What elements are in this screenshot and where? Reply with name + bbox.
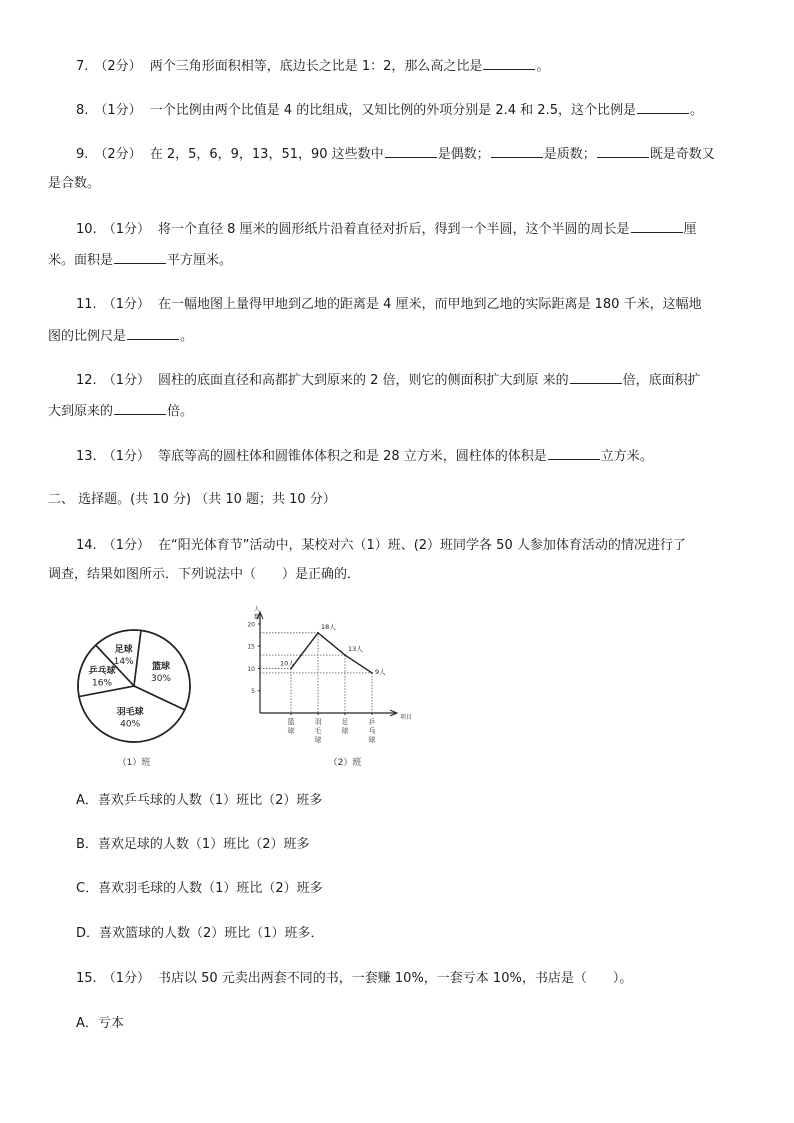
question-text: 是偶数； — [437, 147, 490, 162]
question-score: （1分） — [102, 373, 150, 388]
question-text: 立方米。 — [600, 449, 653, 464]
answer-blank[interactable] — [631, 220, 683, 233]
pie-label: 足球 — [114, 645, 133, 656]
data-label: 18人 — [321, 622, 336, 631]
question-number: 10. — [76, 222, 97, 237]
section-heading: 二、 选择题。(共 10 分) （共 10 题；共 10 分） — [48, 492, 336, 507]
x-axis-label: 项目 — [399, 714, 413, 721]
question-number: 9. — [76, 147, 89, 162]
question-11-line2 — [48, 327, 193, 346]
question-number: 15. — [76, 971, 97, 986]
x-tick-label: 毛 — [314, 727, 322, 735]
question-number: 7. — [76, 59, 89, 74]
x-tick-label: 乒 — [368, 718, 376, 726]
answer-blank[interactable] — [548, 447, 600, 460]
pie-label: 篮球 — [151, 662, 170, 673]
question-score: （1分） — [102, 971, 150, 986]
question-text: 在 2，5，6，9，13，51，90 这些数中 — [149, 147, 384, 162]
pie-percent-label: 40% — [120, 719, 141, 730]
question-number: 8. — [76, 103, 89, 118]
question-text: 一个比例由两个比值是 4 的比组成，又知比例的外项分别是 2.4 和 2.5，这个比例是 — [149, 103, 636, 118]
question-10-line2 — [48, 251, 232, 270]
question-11 — [76, 296, 702, 314]
question-score: （2分） — [94, 59, 142, 74]
question-12 — [76, 371, 701, 390]
question-14 — [76, 537, 686, 555]
pie-title: （1）班 — [117, 758, 151, 768]
question-text: 厘 — [683, 222, 697, 237]
x-tick-label: 足 — [341, 718, 349, 726]
question-15 — [76, 970, 632, 988]
question-text: 米。面积是 — [48, 253, 114, 268]
question-7 — [76, 57, 549, 76]
question-number: 12. — [76, 373, 97, 388]
y-tick-label: 5 — [251, 688, 255, 696]
y-axis-label: 人 — [253, 606, 261, 613]
question-10 — [76, 220, 697, 239]
question-number: 11. — [76, 297, 97, 312]
data-point — [317, 632, 319, 634]
x-tick-label: 羽 — [314, 718, 322, 726]
answer-blank[interactable] — [483, 57, 535, 70]
question-text: 书店以 50 元卖出两套不同的书，一套赚 10%，一套亏本 10%，书店是（ ）。 — [157, 971, 633, 986]
data-point — [344, 654, 346, 656]
question-14-line2: 调查，结果如图所示．下列说法中（ ）是正确的． — [48, 567, 361, 582]
question-text: 图的比例尺是 — [48, 329, 127, 344]
answer-blank[interactable] — [127, 327, 179, 340]
question-9 — [76, 145, 715, 164]
x-tick-label: 球 — [368, 736, 376, 744]
pie-percent-label: 30% — [150, 674, 171, 685]
option-a[interactable]: A．亏本 — [76, 1016, 124, 1031]
question-text-end: 。 — [536, 59, 550, 74]
option-d[interactable]: D．喜欢篮球的人数（2）班比（1）班多． — [76, 926, 324, 941]
question-12-line2 — [48, 402, 193, 421]
question-number: 14. — [76, 538, 97, 553]
question-9-line2: 是合数。 — [48, 176, 101, 191]
pie-label: 乒乓球 — [88, 666, 116, 677]
pie-percent-label: 14% — [113, 657, 134, 668]
question-text: 倍，底面积扩 — [622, 373, 701, 388]
answer-blank[interactable] — [597, 145, 649, 158]
question-text: 倍。 — [167, 404, 194, 419]
y-tick-label: 15 — [247, 643, 255, 651]
question-13 — [76, 447, 653, 466]
question-score: （1分） — [94, 103, 142, 118]
x-tick-label: 乓 — [368, 727, 376, 735]
question-score: （1分） — [102, 538, 150, 553]
question-score: （1分） — [102, 297, 150, 312]
question-text: 平方厘米。 — [167, 253, 233, 268]
question-text: 在“阳光体育节”活动中，某校对六（1）班、(2）班同学各 50 人参加体育活动的情况进行了 — [157, 538, 686, 553]
option-a[interactable]: A．喜欢乒乓球的人数（1）班比（2）班多 — [76, 793, 323, 808]
line-chart-title: （2）班 — [328, 758, 362, 768]
line-chart-class-2 — [240, 605, 420, 770]
question-text: 等底等高的圆柱体和圆锥体体积之和是 28 立方米，圆柱体的体积是 — [157, 449, 547, 464]
answer-blank[interactable] — [570, 371, 622, 384]
question-text: 。 — [180, 329, 194, 344]
y-tick-label: 10 — [247, 665, 255, 673]
answer-blank[interactable] — [114, 251, 166, 264]
question-text: 两个三角形面积相等，底边长之比是 1：2，那么高之比是 — [149, 59, 483, 74]
answer-blank[interactable] — [637, 101, 689, 114]
x-tick-label: 球 — [314, 736, 322, 744]
data-label: 9人 — [375, 667, 386, 676]
answer-blank[interactable] — [114, 402, 166, 415]
x-tick-label: 篮 — [287, 718, 295, 726]
x-tick-label: 球 — [341, 727, 349, 735]
data-label: 13人 — [348, 645, 363, 654]
question-text: 是质数； — [543, 147, 596, 162]
pie-percent-label: 16% — [92, 678, 113, 689]
data-label: 10人 — [280, 659, 295, 668]
option-b[interactable]: B．喜欢足球的人数（1）班比（2）班多 — [76, 837, 310, 852]
question-score: （1分） — [102, 449, 150, 464]
question-score: （2分） — [94, 147, 142, 162]
question-score: （1分） — [102, 222, 150, 237]
data-point — [371, 672, 373, 674]
question-8 — [76, 101, 703, 120]
question-number: 13. — [76, 449, 97, 464]
pie-chart-class-1 — [76, 620, 206, 770]
question-text: 大到原来的 — [48, 404, 114, 419]
question-text: 圆柱的底面直径和高都扩大到原来的 2 倍，则它的侧面积扩大到原 来的 — [157, 373, 569, 388]
answer-blank[interactable] — [385, 145, 437, 158]
answer-blank[interactable] — [491, 145, 543, 158]
x-tick-label: 球 — [287, 727, 295, 735]
data-point — [290, 668, 292, 670]
question-text: 既是奇数又 — [649, 147, 715, 162]
pie-label: 羽毛球 — [116, 707, 144, 718]
y-axis-label: 数 — [253, 614, 261, 621]
question-text: 将一个直径 8 厘米的圆形纸片沿着直径对折后，得到一个半圆，这个半圆的周长是 — [157, 222, 630, 237]
y-tick-label: 20 — [247, 621, 255, 629]
option-c[interactable]: C．喜欢羽毛球的人数（1）班比（2）班多 — [76, 881, 323, 896]
question-text: 在一幅地图上量得甲地到乙地的距离是 4 厘米，而甲地到乙地的实际距离是 180 千米，这幅地 — [157, 297, 702, 312]
question-text-end: 。 — [689, 103, 703, 118]
